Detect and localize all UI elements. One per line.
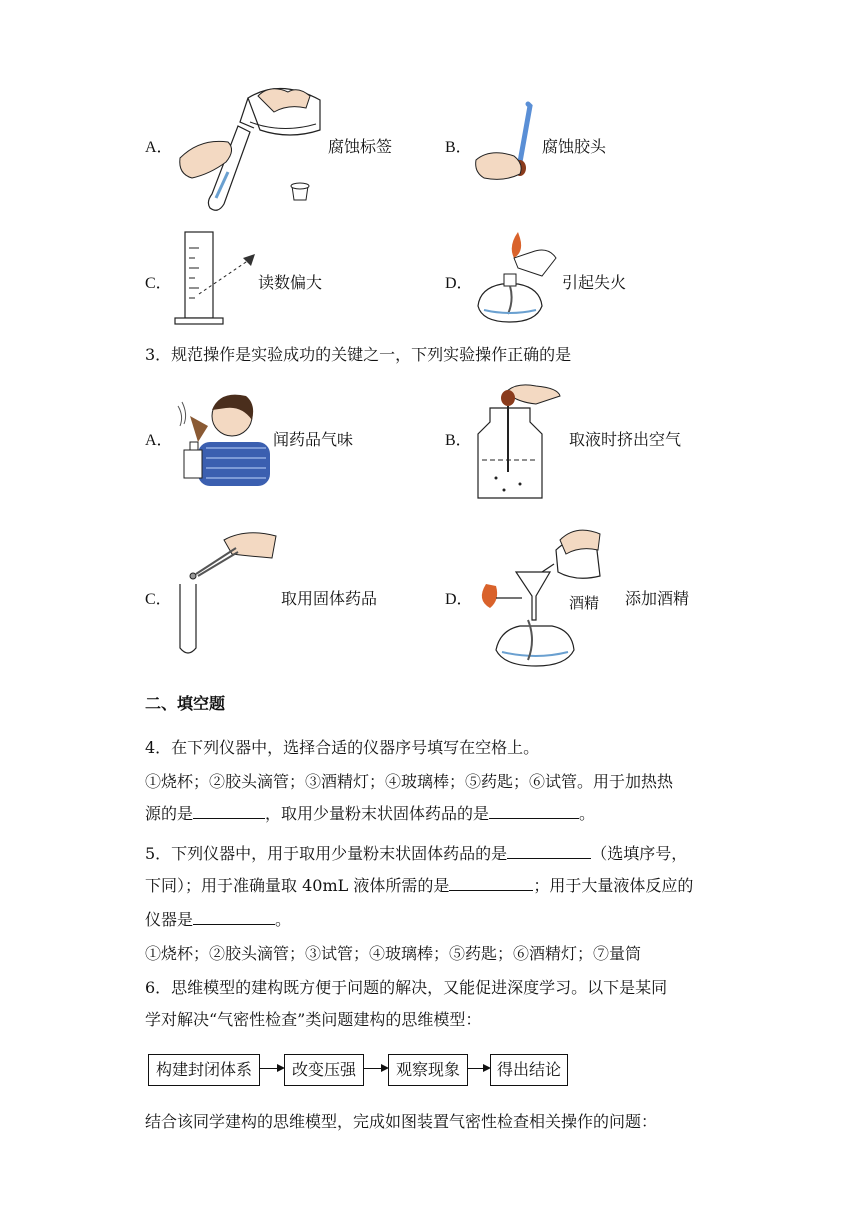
lamp-lighting-image: [474, 228, 569, 328]
q3-option-d-letter: D．: [445, 591, 473, 608]
q4-stem: 4．在下列仪器中，选择合适的仪器序号填写在空格上。: [145, 738, 540, 757]
q3-stem: 3．规范操作是实验成功的关键之一，下列实验操作正确的是: [145, 345, 572, 364]
option-d-letter: D．: [445, 275, 473, 292]
cylinder-reading-image: [175, 228, 265, 328]
flow-arrow-3: [467, 1068, 489, 1069]
alcohol-bottle-label: 酒精: [569, 594, 600, 612]
q5-line3-b: 。: [275, 910, 292, 929]
q5-line1: [145, 838, 725, 870]
q4-line2: ①烧杯；②胶头滴管；③酒精灯；④玻璃棒；⑤药匙；⑥试管。用于加热热: [145, 772, 674, 791]
q4-line3: [145, 798, 725, 830]
q3-option-b-letter: B．: [445, 432, 472, 449]
flow-step-1: 构建封闭体系: [148, 1054, 260, 1086]
q5-line2: [145, 870, 725, 902]
q3-option-c-letter: C．: [145, 591, 172, 608]
dropper-in-bottle-image: [476, 382, 561, 500]
option-c-letter: C．: [145, 275, 172, 292]
q5-blank-1[interactable]: [507, 840, 591, 859]
q4-line3-a: 源的是: [145, 804, 194, 823]
smelling-chemical-image: [176, 386, 271, 488]
tweezers-solid-image: [176, 526, 276, 656]
flow-arrow-2: [363, 1068, 387, 1069]
flow-step-2: 改变压强: [284, 1054, 364, 1086]
option-c-caption: 读数偏大: [258, 273, 323, 292]
q3-option-c-caption: 取用固体药品: [281, 589, 378, 608]
q4-blank-2[interactable]: [489, 800, 579, 819]
q6-line1: 6．思维模型的建构既方便于问题的解决，又能促进深度学习。以下是某同: [145, 978, 668, 997]
option-a-letter: A．: [145, 139, 173, 156]
flow-step-4: 得出结论: [490, 1054, 568, 1086]
q5-options: ①烧杯；②胶头滴管；③试管；④玻璃棒；⑤药匙；⑥酒精灯；⑦量筒: [145, 944, 642, 963]
option-b-letter: B．: [445, 139, 472, 156]
pouring-liquid-image: [170, 78, 330, 213]
q4-line3-b: ，取用少量粉末状固体药品的是: [265, 804, 490, 823]
q5-line3: [145, 904, 725, 936]
dropper-upside-down-image: [474, 100, 544, 185]
q3-option-d-caption: 添加酒精: [625, 589, 690, 608]
q4-line3-c: 。: [579, 804, 596, 823]
option-a-caption: 腐蚀标签: [328, 137, 393, 156]
q6-line2: 学对解决“气密性检查”类问题建构的思维模型：: [145, 1010, 482, 1029]
flow-step-3: 观察现象: [388, 1054, 468, 1086]
q5-line1-b: （选填序号，: [591, 844, 688, 863]
q5-line2-b: ；用于大量液体反应的: [533, 876, 694, 895]
q5-line3-a: 仪器是: [145, 910, 194, 929]
q5-line1-a: 5．下列仪器中，用于取用少量粉末状固体药品的是: [145, 844, 508, 863]
q3-option-a-letter: A．: [145, 432, 173, 449]
q5-blank-3[interactable]: [193, 906, 275, 925]
q5-blank-2[interactable]: [449, 872, 533, 891]
q4-blank-1[interactable]: [193, 800, 265, 819]
option-b-caption: 腐蚀胶头: [542, 137, 607, 156]
q3-option-a-caption: 闻药品气味: [273, 430, 354, 449]
section-heading: 二、填空题: [145, 694, 226, 713]
q6-line3: 结合该同学建构的思维模型，完成如图装置气密性检查相关操作的问题：: [145, 1112, 658, 1131]
option-d-caption: 引起失火: [562, 273, 627, 292]
q3-option-b-caption: 取液时挤出空气: [569, 430, 682, 449]
flow-arrow-1: [259, 1068, 283, 1069]
q5-line2-a: 下同）；用于准确量取 40mL 液体所需的是: [145, 876, 450, 895]
